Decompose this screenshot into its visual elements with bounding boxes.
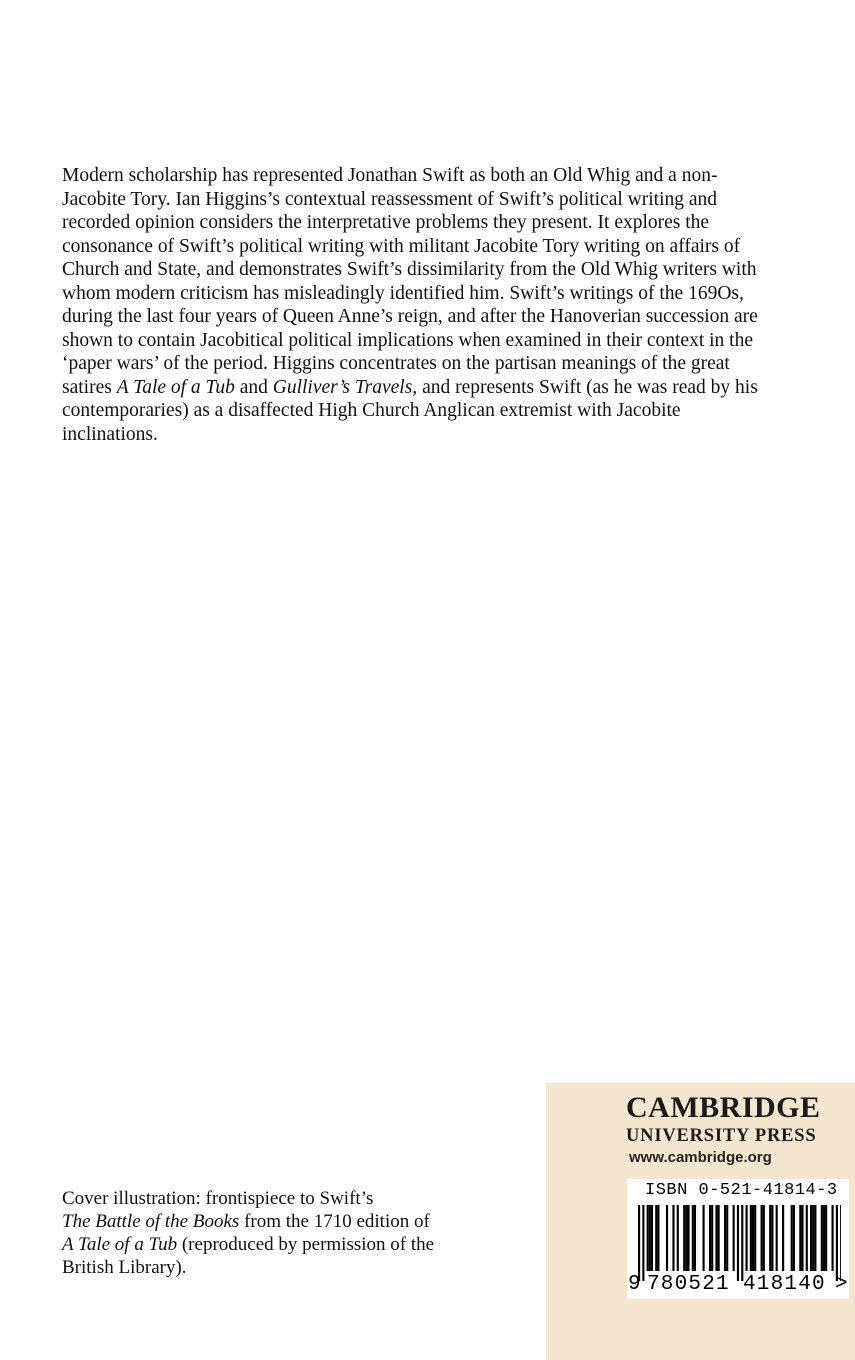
barcode-bar: [840, 1205, 841, 1281]
barcode-bar: [750, 1205, 752, 1271]
barcode-bar: [763, 1205, 765, 1271]
barcode-bar: [776, 1205, 778, 1271]
barcode-bar: [812, 1205, 814, 1271]
text-line: [62, 1233, 482, 1256]
barcode-bar: [718, 1205, 720, 1271]
barcode-bar: [726, 1205, 728, 1271]
barcode-bar: [752, 1205, 754, 1271]
text-segment: contemporaries) as a disaffected High Church Anglican extremist with Jacobite: [62, 400, 681, 421]
cambridge-logo: [626, 1091, 821, 1147]
barcode-bar: [825, 1205, 827, 1271]
barcode-bar: [683, 1205, 685, 1271]
ean-right-group: 418140: [743, 1273, 826, 1296]
ean-quiet-zone-marker: >: [835, 1273, 848, 1296]
text-segment: satires: [62, 376, 117, 398]
barcode-bar: [793, 1205, 795, 1271]
italic-title: A Tale of a Tub: [62, 1234, 178, 1255]
cover-illustration-credit: [62, 1187, 482, 1279]
barcode-bar: [761, 1205, 763, 1271]
text-segment: British Library).: [62, 1257, 187, 1278]
barcode-bar: [672, 1205, 674, 1271]
barcode-bar: [666, 1205, 668, 1271]
publisher-panel: [546, 1083, 855, 1360]
text-segment: during the last four years of Queen Anne’s reign, and after the Hanoverian succession are: [62, 306, 758, 327]
text-segment: Church and State, and demonstrates Swift’s dissimilarity from the Old Whig writers with: [62, 259, 757, 280]
text-line: [62, 352, 812, 376]
barcode-bar: [769, 1205, 771, 1271]
text-segment: and: [234, 376, 273, 398]
text-segment: recorded opinion considers the interpretative problems they present. It explores the: [62, 212, 710, 233]
text-line: [62, 305, 812, 329]
barcode-bar: [806, 1205, 808, 1271]
barcode-bar: [687, 1205, 689, 1271]
barcode-bar: [715, 1205, 717, 1271]
barcode-bar: [823, 1205, 825, 1271]
text-segment: shown to contain Jacobitical political implications when examined in their context in the: [62, 329, 753, 351]
text-line: [62, 164, 812, 188]
text-segment: inclinations.: [62, 423, 158, 445]
barcode-bar: [799, 1205, 801, 1271]
text-segment: whom modern criticism has misleadingly identified him. Swift’s writings of the 169Os,: [62, 282, 744, 304]
barcode-bar: [737, 1205, 739, 1281]
barcode-bar: [711, 1205, 713, 1271]
text-segment: Modern scholarship has represented Jonathan Swift as both an Old Whig and a non-: [62, 165, 718, 186]
publisher-name: CAMBRIDGE: [626, 1091, 821, 1124]
barcode-bar: [724, 1205, 726, 1271]
barcode-bar: [692, 1205, 694, 1271]
barcode-bar: [649, 1205, 651, 1271]
italic-title: The Battle of the Books: [62, 1211, 240, 1232]
barcode-bar: [832, 1205, 834, 1271]
barcode-bar: [677, 1205, 679, 1271]
text-line: [62, 1210, 482, 1233]
barcode-bar: [821, 1205, 823, 1271]
barcode-bar: [754, 1205, 756, 1271]
italic-title: A Tale of a Tub: [116, 376, 235, 398]
italic-title: Gulliver’s Travels,: [272, 376, 418, 398]
barcode-bar: [694, 1205, 696, 1271]
barcode-bar: [703, 1205, 705, 1271]
text-segment: (reproduced by permission of the: [177, 1234, 435, 1255]
barcode-bar: [791, 1205, 793, 1271]
barcode-bar: [642, 1205, 644, 1281]
text-line: [62, 329, 812, 353]
barcode-bar: [733, 1205, 735, 1271]
book-description: [62, 164, 812, 446]
barcode-bar: [836, 1205, 838, 1281]
text-segment: from the 1710 edition of: [239, 1211, 430, 1232]
text-segment: and represents Swift (as he was read by his: [417, 376, 758, 398]
publisher-url: www.cambridge.org: [629, 1149, 772, 1166]
ean-left-group: 780521: [647, 1273, 730, 1296]
isbn-label: ISBN 0-521-41814-3: [645, 1181, 838, 1200]
text-line: [62, 258, 812, 282]
text-line: [62, 1187, 482, 1210]
text-segment: ‘paper wars’ of the period. Higgins concentrates on the partisan meanings of the great: [62, 353, 730, 374]
barcode-bar: [771, 1205, 773, 1271]
text-line: [62, 235, 812, 259]
barcode-bar: [685, 1205, 687, 1271]
barcode-bar: [655, 1205, 657, 1271]
ean-lead-digit: 9: [628, 1273, 641, 1296]
barcode-bar: [657, 1205, 659, 1271]
barcode-bar: [746, 1205, 748, 1271]
barcode-bar: [741, 1205, 743, 1281]
barcode-bar: [638, 1205, 640, 1281]
barcode-bar: [782, 1205, 784, 1271]
text-line: [62, 423, 812, 447]
barcode-bar: [814, 1205, 816, 1271]
text-line: [62, 1256, 482, 1279]
isbn-barcode: [627, 1179, 849, 1299]
text-line: [62, 188, 812, 212]
text-line: [62, 376, 812, 400]
text-line: [62, 282, 812, 306]
barcode-bars: [635, 1205, 841, 1281]
text-segment: consonance of Swift’s political writing with militant Jacobite Tory writing on affairs of: [62, 235, 741, 257]
barcode-bar: [810, 1205, 812, 1271]
barcode-bar: [801, 1205, 803, 1271]
text-line: [62, 399, 812, 423]
barcode-bar: [647, 1205, 649, 1271]
text-segment: Jacobite Tory. Ian Higgins’s contextual reassessment of Swift’s political writing and: [62, 188, 718, 210]
publisher-subtitle: UNIVERSITY PRESS: [626, 1126, 817, 1146]
barcode-bar: [651, 1205, 653, 1271]
text-line: [62, 211, 812, 235]
text-segment: Cover illustration: frontispiece to Swift’s: [62, 1188, 374, 1209]
barcode-bar: [709, 1205, 711, 1271]
